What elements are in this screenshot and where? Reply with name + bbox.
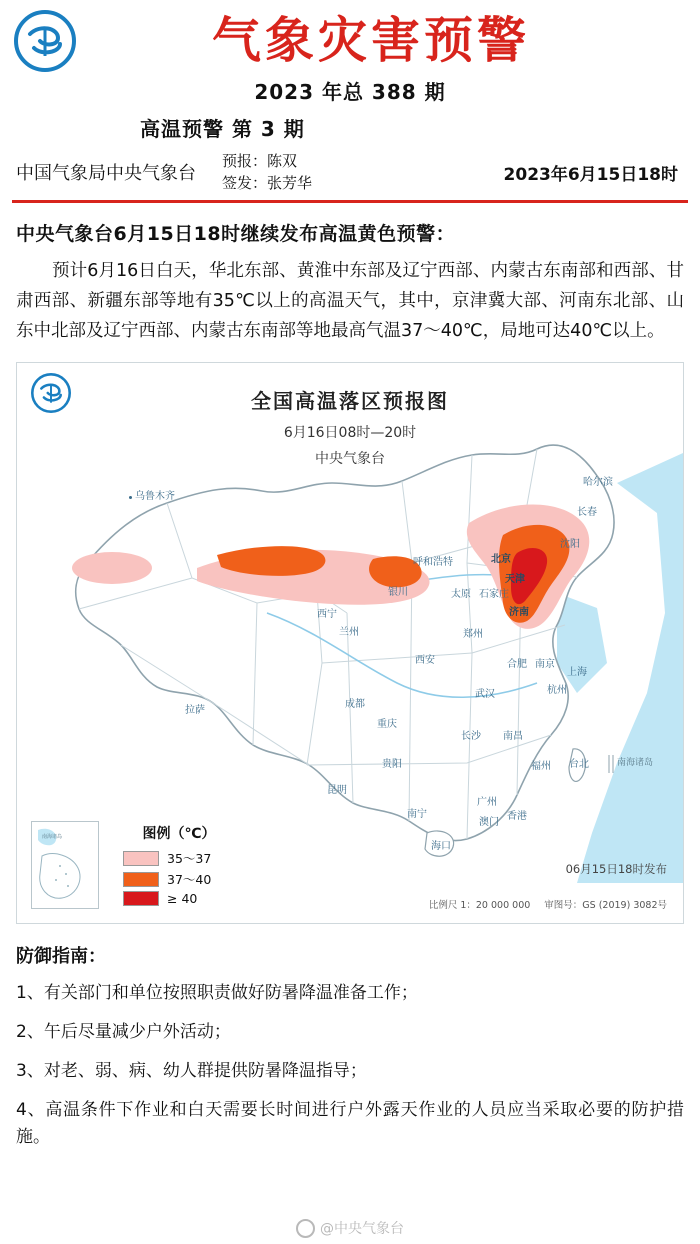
city-label: 广州 <box>477 797 497 808</box>
city-label: 昆明 <box>327 785 347 796</box>
page-title: 气象灾害预警 <box>211 12 530 69</box>
legend-swatch <box>123 851 159 866</box>
city-label: 郑州 <box>463 629 483 640</box>
legend-swatch <box>123 891 159 906</box>
map-issued-note: 06月15日18时发布 <box>565 862 667 876</box>
legend-label: 37～40 <box>167 872 212 887</box>
credit-row <box>0 142 700 196</box>
guide-item: 3、对老、弱、病、幼人群提供防暑降温指导； <box>16 1061 367 1081</box>
city-label: 南昌 <box>503 731 523 742</box>
warning-headline: 中央气象台6月15日18时继续发布高温黄色预警： <box>16 223 456 245</box>
forecast-map <box>16 362 684 924</box>
city-label: 成都 <box>345 699 365 710</box>
map-subtitle: 6月16日08时—20时 <box>283 425 417 441</box>
city-label: 沈阳 <box>560 539 580 550</box>
masthead <box>0 0 700 74</box>
map-inset-south-sea <box>31 821 99 909</box>
city-label: 海口 <box>431 841 451 852</box>
guide-item: 1、有关部门和单位按照职责做好防暑降温准备工作； <box>16 983 418 1003</box>
city-label: 西安 <box>415 655 435 666</box>
warning-paragraph: 预计6月16日白天，华北东部、黄淮中东部及辽宁西部、内蒙古东南部和西部、甘肃西部、新疆东部等地有35℃以上的高温天气，其中，京津冀大部、河南东北部、山东中北部及辽宁西部、内蒙古东南部等地最高气温37～40℃，局地可达40℃以上。 <box>16 261 684 341</box>
city-label: 拉萨 <box>185 705 205 716</box>
city-label: 济南 <box>509 607 529 618</box>
signers <box>196 150 504 194</box>
cma-logo-icon <box>14 10 76 72</box>
city-dot <box>129 496 132 499</box>
guide-item: 2、午后尽量减少户外活动； <box>16 1022 231 1042</box>
city-label: 上海 <box>567 667 587 678</box>
city-label: 天津 <box>505 574 525 585</box>
city-label: 乌鲁木齐 <box>135 491 175 502</box>
city-label: 呼和浩特 <box>413 557 453 568</box>
svg-text:南海诸岛: 南海诸岛 <box>617 758 654 768</box>
map-legend <box>105 823 253 909</box>
map-footer <box>429 897 667 911</box>
legend-row <box>123 891 253 906</box>
city-label: 西宁 <box>317 609 337 620</box>
city-label: 南宁 <box>407 809 427 820</box>
map-approval-number: 审图号：GS (2019) 3082号 <box>544 900 667 911</box>
divider-red <box>12 200 688 203</box>
city-label: 南京 <box>535 659 555 670</box>
city-label: 石家庄 <box>479 589 509 600</box>
legend-label: 35～37 <box>167 851 212 866</box>
legend-row <box>123 870 253 888</box>
city-label: 澳门 <box>479 817 499 828</box>
approver: 签发：张芳华 <box>222 174 313 192</box>
map-title: 全国高温落区预报图 <box>251 389 449 413</box>
city-label: 武汉 <box>475 689 495 700</box>
city-label: 长沙 <box>461 731 481 742</box>
watermark-text: @中央气象台 <box>320 1221 404 1237</box>
issue-volume: 2023 年总 388 期 <box>254 80 446 104</box>
issue-warning-number: 高温预警 第 3 期 <box>140 117 305 141</box>
city-label: 兰州 <box>339 627 359 638</box>
city-label: 太原 <box>451 589 471 600</box>
city-label: 重庆 <box>377 719 397 730</box>
city-label: 银川 <box>388 587 408 598</box>
city-label: 福州 <box>531 761 551 772</box>
city-label: 香港 <box>507 811 527 822</box>
legend-swatch <box>123 872 159 887</box>
city-label: 台北 <box>569 759 589 770</box>
legend-label: ≥ 40 <box>167 891 198 906</box>
city-label: 贵阳 <box>382 759 402 770</box>
legend-title: 图例（℃） <box>142 826 216 842</box>
city-label: 合肥 <box>507 659 527 670</box>
map-scale: 比例尺 1：20 000 000 <box>428 900 531 911</box>
watermark <box>0 1218 700 1238</box>
city-label: 杭州 <box>547 685 567 696</box>
forecaster: 预报：陈双 <box>222 152 298 170</box>
guide-title: 防御指南： <box>16 946 106 967</box>
legend-row <box>123 849 253 867</box>
guide-item: 4、高温条件下作业和白天需要长时间进行户外露天作业的人员应当采取必要的防护措施。 <box>16 1100 684 1147</box>
issuer-name: 中国气象局中央气象台 <box>16 163 196 184</box>
map-org: 中央气象台 <box>315 451 385 467</box>
weibo-icon <box>296 1219 315 1238</box>
city-label: 哈尔滨 <box>583 477 613 488</box>
svg-text:南海诸岛: 南海诸岛 <box>42 834 63 840</box>
city-label: 长春 <box>577 507 597 518</box>
city-label-capital: 北京 <box>491 554 511 565</box>
issue-datetime: 2023年6月15日18时 <box>503 164 678 185</box>
